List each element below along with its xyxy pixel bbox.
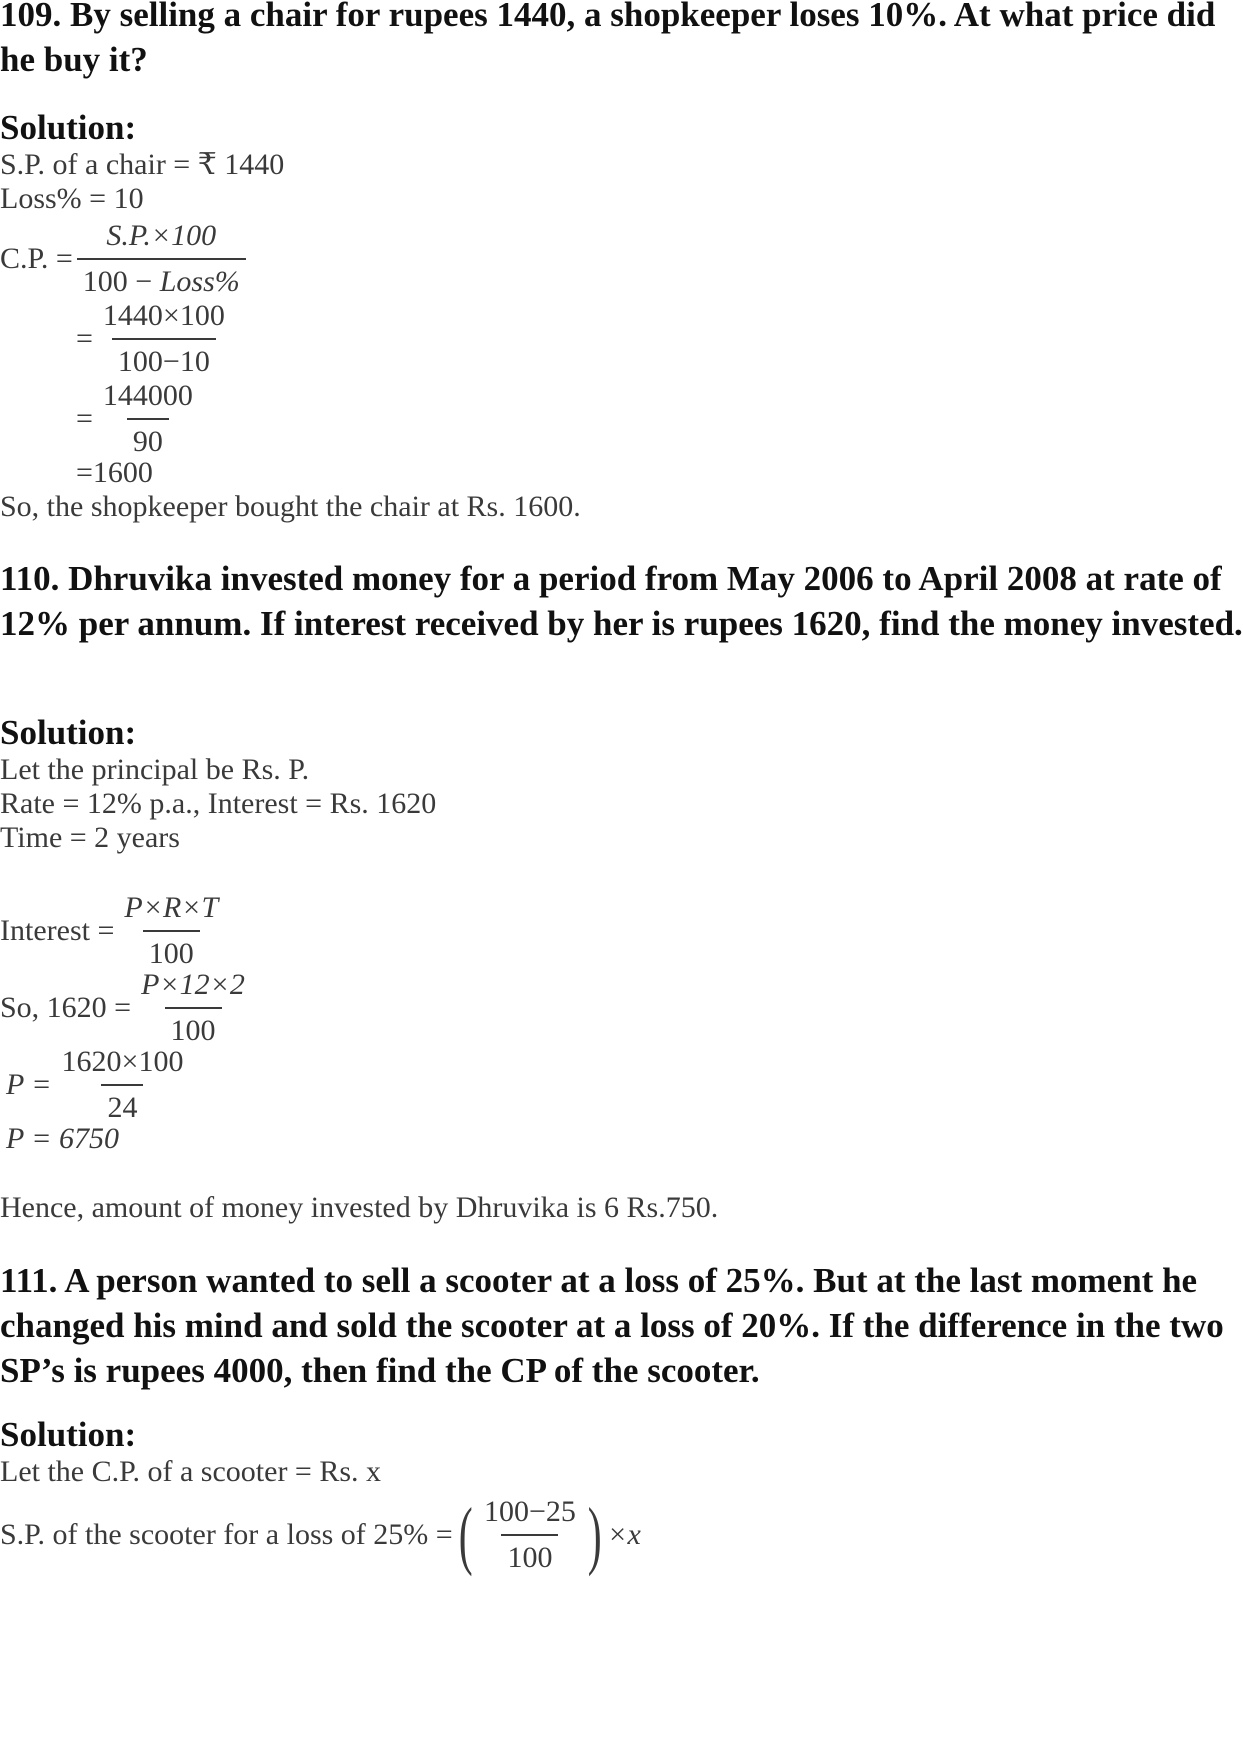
solution-heading-110: Solution: xyxy=(0,713,137,752)
time-line: Time = 2 years xyxy=(0,821,180,854)
sp-label: S.P. of the scooter for a loss of 25% = xyxy=(0,1518,453,1551)
close-parenthesis: ) xyxy=(587,1493,602,1577)
question-109: 109. By selling a chair for rupees 1440, a shopkeeper loses 10%. At what price did he buy it? xyxy=(0,0,1216,79)
sp-line: S.P. of a chair = ₹ 1440 xyxy=(0,148,285,181)
sp-formula xyxy=(0,1492,641,1578)
open-parenthesis: ( xyxy=(458,1493,473,1577)
fraction-numerator: 1620×100 xyxy=(61,1045,184,1078)
den-part: 100 − xyxy=(82,265,160,298)
fraction-denominator: 24 xyxy=(101,1084,143,1128)
equals-sign: = xyxy=(76,322,93,355)
cp-fraction xyxy=(77,216,246,302)
p-step xyxy=(6,1042,193,1128)
cp-step-3 xyxy=(76,376,203,462)
sp-fraction xyxy=(478,1492,582,1578)
so-fraction xyxy=(135,965,251,1051)
equals-sign: = xyxy=(76,402,93,435)
den-part-italic: Loss% xyxy=(159,265,240,298)
fraction-numerator: 144000 xyxy=(102,379,193,412)
conclusion-110: Hence, amount of money invested by Dhruvika is 6 Rs.750. xyxy=(0,1191,719,1224)
cp-line: Let the C.P. of a scooter = Rs. x xyxy=(0,1455,382,1488)
fraction-numerator: P×R×T xyxy=(124,891,219,924)
question-111: 111. A person wanted to sell a scooter at a loss of 25%. But at the last moment he changed his mind and sold the scooter at a loss of 20%. If the difference in the two SP’s is rupees 4000, then find the CP of the scooter. xyxy=(0,1261,1224,1390)
interest-fraction xyxy=(118,888,224,974)
fraction-denominator: 100−10 xyxy=(112,338,216,382)
solution-heading-111: Solution: xyxy=(0,1415,137,1454)
fraction-denominator: 100 xyxy=(165,1007,222,1051)
conclusion-109: So, the shopkeeper bought the chair at Rs. 1600. xyxy=(0,490,581,523)
fraction-numerator: 1440×100 xyxy=(102,299,225,332)
cp-result: =1600 xyxy=(76,456,153,489)
interest-label: Interest = xyxy=(0,914,115,947)
step3-fraction xyxy=(97,376,199,462)
so-step xyxy=(0,965,255,1051)
principal-line: Let the principal be Rs. P. xyxy=(0,753,310,786)
solution-heading-109: Solution: xyxy=(0,108,137,147)
cp-formula xyxy=(0,216,250,302)
times-x: ×x xyxy=(607,1518,641,1551)
fraction-denominator: 100 xyxy=(143,930,200,974)
rate-line: Rate = 12% p.a., Interest = Rs. 1620 xyxy=(0,787,437,820)
fraction-numerator: P×12×2 xyxy=(141,968,245,1001)
fraction-numerator: 100−25 xyxy=(484,1495,576,1528)
cp-step-2 xyxy=(76,296,235,382)
so-label: So, 1620 = xyxy=(0,991,132,1024)
loss-line: Loss% = 10 xyxy=(0,182,144,215)
question-110: 110. Dhruvika invested money for a period from May 2006 to April 2008 at rate of 12% per annum. If interest received by her is rupees 1620, find the money invested. xyxy=(0,559,1243,643)
p-label: P = xyxy=(6,1068,52,1101)
p-result: P = 6750 xyxy=(6,1122,120,1155)
fraction-numerator: S.P.×100 xyxy=(106,219,217,252)
cp-label: C.P. = xyxy=(0,242,73,275)
interest-formula xyxy=(0,888,228,974)
fraction-denominator: 100 xyxy=(501,1534,558,1578)
step2-fraction xyxy=(97,296,231,382)
p-fraction xyxy=(56,1042,190,1128)
fraction-denominator: 90 xyxy=(127,418,169,462)
